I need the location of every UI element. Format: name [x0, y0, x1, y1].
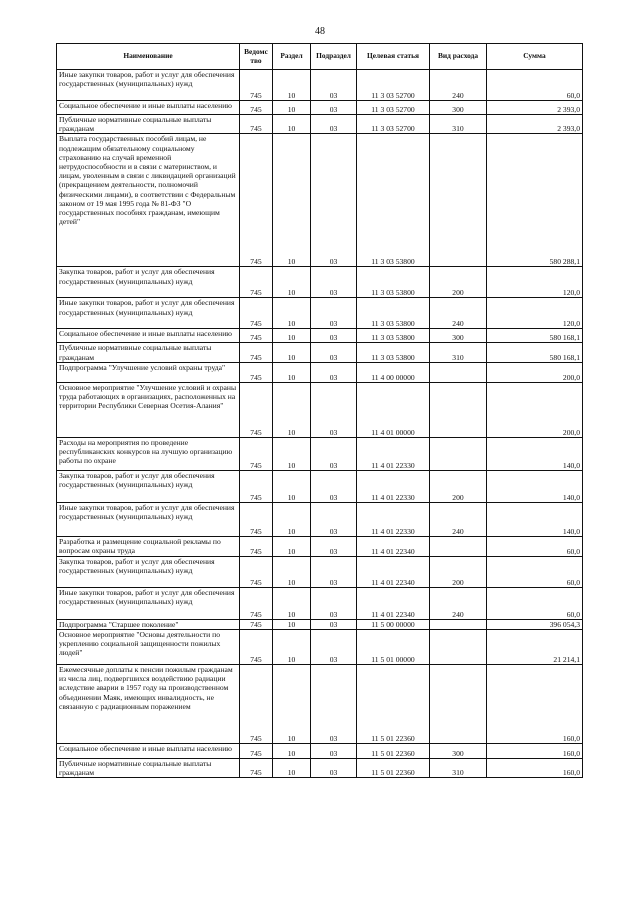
cell-name: Подпрограмма "Улучшение условий охраны труда" [57, 362, 240, 382]
cell-target: 11 4 01 22330 [357, 437, 430, 470]
cell-dept: 745 [240, 134, 273, 267]
cell-expense: 240 [430, 298, 487, 329]
cell-target: 11 5 01 22360 [357, 665, 430, 744]
cell-sum: 580 168,1 [487, 329, 583, 343]
page-number: 48 [315, 26, 325, 37]
cell-sum: 120,0 [487, 267, 583, 298]
cell-name: Публичные нормативные социальные выплаты гражданам [57, 343, 240, 362]
cell-section: 10 [273, 619, 311, 629]
cell-name: Иные закупки товаров, работ и услуг для обеспечения государственных (муниципальных) нужд [57, 587, 240, 619]
cell-name: Иные закупки товаров, работ и услуг для обеспечения государственных (муниципальных) нужд [57, 502, 240, 536]
cell-sum: 580 288,1 [487, 134, 583, 267]
table-row [57, 101, 583, 115]
cell-name: Расходы на мероприятия по проведение республиканских конкурсов на лучшую организацию работы по охране [57, 437, 240, 470]
cell-target: 11 4 01 22340 [357, 587, 430, 619]
cell-target: 11 4 01 22330 [357, 502, 430, 536]
cell-subsection: 03 [311, 115, 357, 134]
cell-section: 10 [273, 382, 311, 437]
header-dept: Ведомс тво [240, 44, 273, 70]
cell-dept: 745 [240, 382, 273, 437]
cell-subsection: 03 [311, 343, 357, 362]
cell-sum: 60,0 [487, 587, 583, 619]
table-row [57, 744, 583, 759]
cell-dept: 745 [240, 70, 273, 101]
cell-name: Закупка товаров, работ и услуг для обеспечения государственных (муниципальных) нужд [57, 556, 240, 587]
cell-sum: 396 054,3 [487, 619, 583, 629]
cell-section: 10 [273, 134, 311, 267]
cell-sum: 21 214,1 [487, 630, 583, 665]
cell-expense [430, 619, 487, 629]
cell-sum: 160,0 [487, 759, 583, 778]
cell-expense: 300 [430, 744, 487, 759]
cell-sum: 2 393,0 [487, 115, 583, 134]
cell-subsection: 03 [311, 267, 357, 298]
cell-section: 10 [273, 437, 311, 470]
cell-target: 11 5 01 22360 [357, 759, 430, 778]
cell-dept: 745 [240, 101, 273, 115]
cell-expense [430, 362, 487, 382]
cell-subsection: 03 [311, 536, 357, 556]
cell-target: 11 4 00 00000 [357, 362, 430, 382]
cell-subsection: 03 [311, 502, 357, 536]
cell-subsection: 03 [311, 556, 357, 587]
cell-subsection: 03 [311, 619, 357, 629]
cell-expense: 240 [430, 502, 487, 536]
cell-sum: 140,0 [487, 470, 583, 502]
cell-name: Социальное обеспечение и иные выплаты населению [57, 329, 240, 343]
cell-target: 11 4 01 22330 [357, 470, 430, 502]
table-row [57, 70, 583, 101]
table-row [57, 329, 583, 343]
cell-section: 10 [273, 470, 311, 502]
cell-name: Разработка и размещение социальной рекламы по вопросам охраны труда [57, 536, 240, 556]
cell-name: Публичные нормативные социальные выплаты гражданам [57, 115, 240, 134]
cell-dept: 745 [240, 329, 273, 343]
cell-sum: 160,0 [487, 744, 583, 759]
cell-name: Основное мероприятие "Основы деятельности по укреплению социальной защищенности пожилых людей" [57, 630, 240, 665]
cell-subsection: 03 [311, 298, 357, 329]
cell-target: 11 3 03 53800 [357, 134, 430, 267]
cell-dept: 745 [240, 115, 273, 134]
table-row [57, 556, 583, 587]
cell-expense: 200 [430, 470, 487, 502]
cell-section: 10 [273, 70, 311, 101]
cell-dept: 745 [240, 556, 273, 587]
table-row [57, 665, 583, 744]
cell-sum: 140,0 [487, 437, 583, 470]
cell-target: 11 4 01 22340 [357, 536, 430, 556]
cell-sum: 200,0 [487, 382, 583, 437]
cell-target: 11 5 01 00000 [357, 630, 430, 665]
table-row [57, 343, 583, 362]
header-name: Наименование [57, 44, 240, 70]
cell-sum: 60,0 [487, 536, 583, 556]
cell-subsection: 03 [311, 362, 357, 382]
cell-dept: 745 [240, 362, 273, 382]
cell-dept: 745 [240, 502, 273, 536]
cell-section: 10 [273, 101, 311, 115]
header-expense: Вид расхода [430, 44, 487, 70]
cell-expense: 240 [430, 587, 487, 619]
cell-dept: 745 [240, 470, 273, 502]
cell-sum: 120,0 [487, 298, 583, 329]
cell-section: 10 [273, 556, 311, 587]
cell-section: 10 [273, 759, 311, 778]
table-row [57, 630, 583, 665]
cell-subsection: 03 [311, 759, 357, 778]
cell-sum: 60,0 [487, 556, 583, 587]
cell-expense: 310 [430, 343, 487, 362]
cell-section: 10 [273, 329, 311, 343]
cell-dept: 745 [240, 759, 273, 778]
cell-target: 11 4 01 22340 [357, 556, 430, 587]
cell-subsection: 03 [311, 470, 357, 502]
cell-name: Основное мероприятие "Улучшение условий и охраны труда работающих в организациях, расположенных на территории Республики Северная Осетия-Алания" [57, 382, 240, 437]
cell-target: 11 3 03 52700 [357, 115, 430, 134]
cell-subsection: 03 [311, 70, 357, 101]
cell-name: Публичные нормативные социальные выплаты гражданам [57, 759, 240, 778]
table-row [57, 619, 583, 629]
cell-dept: 745 [240, 437, 273, 470]
header-target: Целевая статья [357, 44, 430, 70]
cell-dept: 745 [240, 665, 273, 744]
cell-name: Закупка товаров, работ и услуг для обеспечения государственных (муниципальных) нужд [57, 267, 240, 298]
cell-name: Иные закупки товаров, работ и услуг для обеспечения государственных (муниципальных) нужд [57, 298, 240, 329]
cell-sum: 140,0 [487, 502, 583, 536]
cell-subsection: 03 [311, 101, 357, 115]
table-row [57, 382, 583, 437]
cell-section: 10 [273, 362, 311, 382]
cell-section: 10 [273, 536, 311, 556]
cell-dept: 745 [240, 343, 273, 362]
cell-dept: 745 [240, 744, 273, 759]
cell-expense [430, 437, 487, 470]
cell-subsection: 03 [311, 630, 357, 665]
cell-subsection: 03 [311, 744, 357, 759]
cell-sum: 580 168,1 [487, 343, 583, 362]
cell-name: Ежемесячные доплаты к пенсии пожилым гражданам из числа лиц, подвергшихся воздействию радиации вследствие аварии в 1957 году на производственном объединении Маяк, имеющих инвалидность, не связанную с радиационным поражением [57, 665, 240, 744]
cell-subsection: 03 [311, 329, 357, 343]
header-sum: Сумма [487, 44, 583, 70]
cell-dept: 745 [240, 536, 273, 556]
table-row [57, 437, 583, 470]
cell-section: 10 [273, 744, 311, 759]
cell-target: 11 5 01 22360 [357, 744, 430, 759]
cell-section: 10 [273, 343, 311, 362]
cell-dept: 745 [240, 267, 273, 298]
cell-dept: 745 [240, 587, 273, 619]
cell-subsection: 03 [311, 134, 357, 267]
table-row [57, 536, 583, 556]
cell-expense: 310 [430, 759, 487, 778]
table-row [57, 134, 583, 267]
cell-name: Выплата государственных пособий лицам, не подлежащим обязательному социальному страхованию на случай временной нетрудоспособности и в связи с материнством, и лицам, уволенным в связи с ликвидацией организаций (прекращением деятельности, полномочий физическими лицами), в соответствии с Федеральным законом от 19 мая 1995 года № 81-ФЗ "О государственных пособиях гражданам, имеющим детей" [57, 134, 240, 267]
cell-name: Иные закупки товаров, работ и услуг для обеспечения государственных (муниципальных) нужд [57, 70, 240, 101]
cell-target: 11 3 03 53800 [357, 343, 430, 362]
cell-expense: 300 [430, 101, 487, 115]
cell-expense [430, 630, 487, 665]
cell-expense: 200 [430, 267, 487, 298]
cell-section: 10 [273, 298, 311, 329]
cell-sum: 160,0 [487, 665, 583, 744]
table-row [57, 362, 583, 382]
table-header-row [57, 44, 583, 70]
cell-dept: 745 [240, 630, 273, 665]
cell-subsection: 03 [311, 665, 357, 744]
cell-target: 11 3 03 52700 [357, 101, 430, 115]
table-row [57, 298, 583, 329]
cell-expense [430, 536, 487, 556]
cell-name: Социальное обеспечение и иные выплаты населению [57, 101, 240, 115]
cell-section: 10 [273, 630, 311, 665]
cell-target: 11 3 03 53800 [357, 329, 430, 343]
cell-name: Подпрограмма "Старшее поколение" [57, 619, 240, 629]
cell-sum: 200,0 [487, 362, 583, 382]
budget-table [56, 43, 583, 778]
cell-expense: 200 [430, 556, 487, 587]
cell-target: 11 5 00 00000 [357, 619, 430, 629]
cell-target: 11 3 03 52700 [357, 70, 430, 101]
cell-target: 11 3 03 53800 [357, 298, 430, 329]
table-row [57, 759, 583, 778]
cell-dept: 745 [240, 619, 273, 629]
cell-sum: 2 393,0 [487, 101, 583, 115]
cell-name: Закупка товаров, работ и услуг для обеспечения государственных (муниципальных) нужд [57, 470, 240, 502]
cell-dept: 745 [240, 298, 273, 329]
cell-name: Социальное обеспечение и иные выплаты населению [57, 744, 240, 759]
cell-expense [430, 382, 487, 437]
table-row [57, 267, 583, 298]
cell-sum: 60,0 [487, 70, 583, 101]
cell-subsection: 03 [311, 382, 357, 437]
table-row [57, 470, 583, 502]
cell-target: 11 3 03 53800 [357, 267, 430, 298]
cell-section: 10 [273, 502, 311, 536]
cell-expense [430, 134, 487, 267]
cell-expense [430, 665, 487, 744]
cell-section: 10 [273, 665, 311, 744]
table-row [57, 115, 583, 134]
header-subsection: Подраздел [311, 44, 357, 70]
cell-section: 10 [273, 115, 311, 134]
cell-section: 10 [273, 267, 311, 298]
cell-expense: 300 [430, 329, 487, 343]
header-section: Раздел [273, 44, 311, 70]
cell-target: 11 4 01 00000 [357, 382, 430, 437]
cell-subsection: 03 [311, 587, 357, 619]
table-row [57, 587, 583, 619]
cell-expense: 310 [430, 115, 487, 134]
cell-expense: 240 [430, 70, 487, 101]
table-row [57, 502, 583, 536]
cell-section: 10 [273, 587, 311, 619]
cell-subsection: 03 [311, 437, 357, 470]
